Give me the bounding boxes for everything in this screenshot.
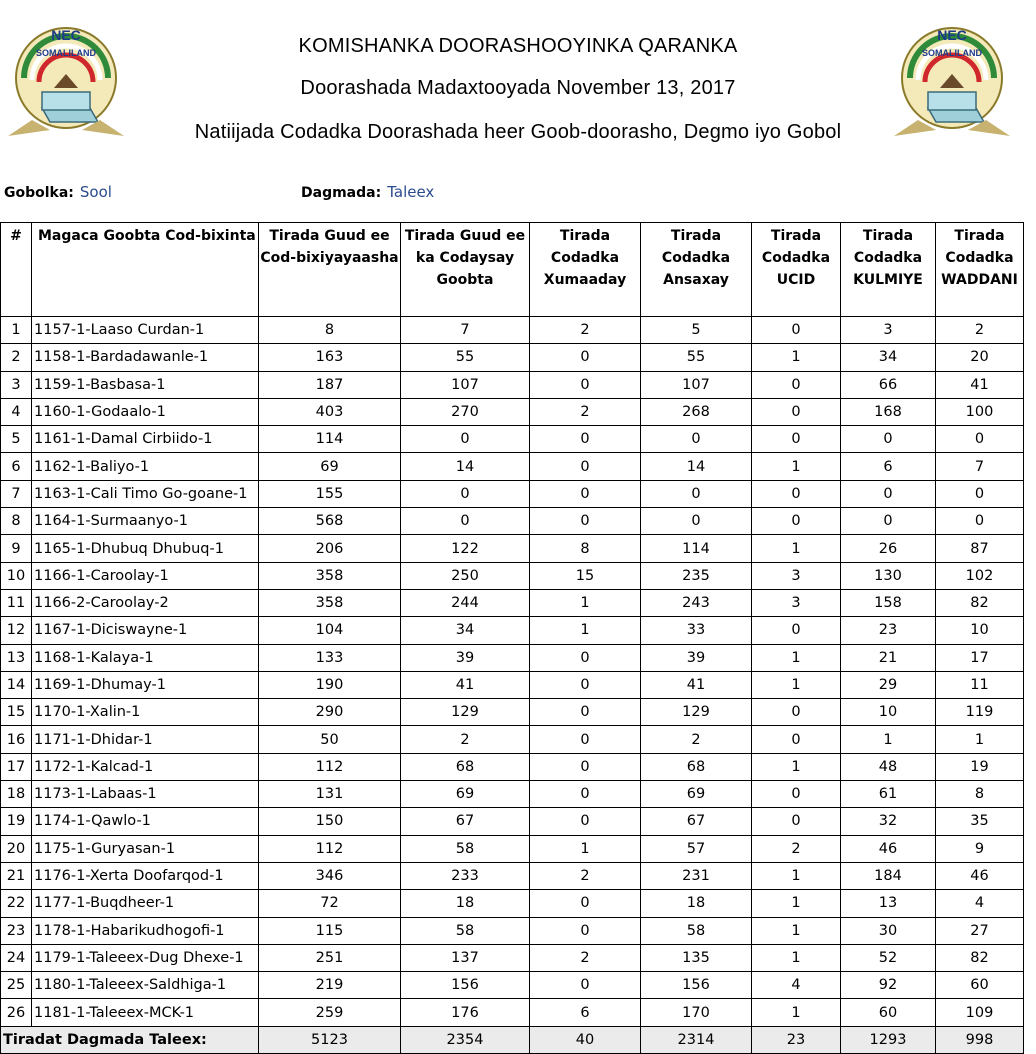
cell-voted: 122 bbox=[401, 535, 530, 562]
cell-waddani: 109 bbox=[936, 999, 1024, 1026]
cell-registered: 219 bbox=[259, 972, 401, 999]
table-row bbox=[1, 671, 1024, 698]
cell-voted: 7 bbox=[401, 317, 530, 344]
cell-registered: 568 bbox=[259, 508, 401, 535]
table-row bbox=[1, 999, 1024, 1026]
cell-index: 26 bbox=[1, 999, 32, 1026]
cell-registered: 8 bbox=[259, 317, 401, 344]
cell-kulmiye: 184 bbox=[841, 862, 936, 889]
cell-ucid: 1 bbox=[752, 999, 841, 1026]
cell-registered: 259 bbox=[259, 999, 401, 1026]
table-row bbox=[1, 808, 1024, 835]
cell-voted: 0 bbox=[401, 480, 530, 507]
cell-index: 11 bbox=[1, 589, 32, 616]
cell-kulmiye: 158 bbox=[841, 589, 936, 616]
cell-voted: 18 bbox=[401, 890, 530, 917]
cell-voted: 107 bbox=[401, 371, 530, 398]
table-row bbox=[1, 781, 1024, 808]
table-row bbox=[1, 589, 1024, 616]
cell-kulmiye: 0 bbox=[841, 480, 936, 507]
cell-kulmiye: 92 bbox=[841, 972, 936, 999]
cell-station-name: 1158-1-Bardadawanle-1 bbox=[32, 344, 259, 371]
cell-registered: 104 bbox=[259, 617, 401, 644]
cell-index: 13 bbox=[1, 644, 32, 671]
cell-station-name: 1180-1-Taleeex-Saldhiga-1 bbox=[32, 972, 259, 999]
table-row bbox=[1, 344, 1024, 371]
col-header-valid: Tirada Codadka Ansaxay bbox=[641, 223, 752, 317]
cell-index: 23 bbox=[1, 917, 32, 944]
cell-index: 10 bbox=[1, 562, 32, 589]
cell-invalid: 0 bbox=[530, 890, 641, 917]
cell-station-name: 1178-1-Habarikudhogofi-1 bbox=[32, 917, 259, 944]
cell-ucid: 1 bbox=[752, 753, 841, 780]
cell-kulmiye: 23 bbox=[841, 617, 936, 644]
cell-invalid: 6 bbox=[530, 999, 641, 1026]
cell-invalid: 0 bbox=[530, 508, 641, 535]
table-row bbox=[1, 944, 1024, 971]
cell-index: 8 bbox=[1, 508, 32, 535]
col-header-registered: Tirada Guud ee Cod-bixiyayaasha bbox=[259, 223, 401, 317]
cell-kulmiye: 168 bbox=[841, 398, 936, 425]
cell-ucid: 0 bbox=[752, 781, 841, 808]
cell-waddani: 19 bbox=[936, 753, 1024, 780]
cell-ucid: 3 bbox=[752, 589, 841, 616]
cell-registered: 290 bbox=[259, 699, 401, 726]
cell-registered: 163 bbox=[259, 344, 401, 371]
cell-station-name: 1168-1-Kalaya-1 bbox=[32, 644, 259, 671]
logo-right-nec-text: NEC bbox=[937, 27, 967, 43]
total-kulmiye: 1293 bbox=[841, 1026, 936, 1053]
col-header-kulmiye: Tirada Codadka KULMIYE bbox=[841, 223, 936, 317]
cell-kulmiye: 6 bbox=[841, 453, 936, 480]
cell-station-name: 1175-1-Guryasan-1 bbox=[32, 835, 259, 862]
cell-valid: 68 bbox=[641, 753, 752, 780]
cell-kulmiye: 1 bbox=[841, 726, 936, 753]
cell-invalid: 1 bbox=[530, 617, 641, 644]
region-value: Sool bbox=[79, 183, 112, 201]
cell-voted: 2 bbox=[401, 726, 530, 753]
cell-voted: 137 bbox=[401, 944, 530, 971]
table-header-row bbox=[1, 223, 1024, 317]
cell-voted: 67 bbox=[401, 808, 530, 835]
cell-station-name: 1157-1-Laaso Curdan-1 bbox=[32, 317, 259, 344]
cell-voted: 244 bbox=[401, 589, 530, 616]
cell-index: 14 bbox=[1, 671, 32, 698]
cell-kulmiye: 21 bbox=[841, 644, 936, 671]
cell-index: 15 bbox=[1, 699, 32, 726]
cell-index: 5 bbox=[1, 426, 32, 453]
cell-invalid: 1 bbox=[530, 835, 641, 862]
cell-invalid: 0 bbox=[530, 917, 641, 944]
total-registered: 5123 bbox=[259, 1026, 401, 1053]
cell-invalid: 2 bbox=[530, 944, 641, 971]
cell-waddani: 119 bbox=[936, 699, 1024, 726]
cell-voted: 41 bbox=[401, 671, 530, 698]
cell-voted: 69 bbox=[401, 781, 530, 808]
cell-index: 20 bbox=[1, 835, 32, 862]
table-row bbox=[1, 862, 1024, 889]
table-row bbox=[1, 644, 1024, 671]
cell-valid: 0 bbox=[641, 426, 752, 453]
col-header-waddani: Tirada Codadka WADDANI bbox=[936, 223, 1024, 317]
cell-registered: 115 bbox=[259, 917, 401, 944]
cell-waddani: 27 bbox=[936, 917, 1024, 944]
cell-valid: 69 bbox=[641, 781, 752, 808]
cell-waddani: 1 bbox=[936, 726, 1024, 753]
cell-registered: 69 bbox=[259, 453, 401, 480]
cell-voted: 0 bbox=[401, 508, 530, 535]
table-row bbox=[1, 835, 1024, 862]
cell-station-name: 1161-1-Damal Cirbiido-1 bbox=[32, 426, 259, 453]
cell-valid: 135 bbox=[641, 944, 752, 971]
cell-valid: 2 bbox=[641, 726, 752, 753]
cell-index: 2 bbox=[1, 344, 32, 371]
cell-invalid: 0 bbox=[530, 426, 641, 453]
cell-registered: 133 bbox=[259, 644, 401, 671]
cell-index: 12 bbox=[1, 617, 32, 644]
cell-index: 17 bbox=[1, 753, 32, 780]
cell-ucid: 1 bbox=[752, 944, 841, 971]
cell-invalid: 0 bbox=[530, 671, 641, 698]
cell-waddani: 11 bbox=[936, 671, 1024, 698]
total-voted: 2354 bbox=[401, 1026, 530, 1053]
total-row bbox=[1, 1026, 1024, 1053]
cell-invalid: 0 bbox=[530, 371, 641, 398]
cell-invalid: 0 bbox=[530, 808, 641, 835]
cell-ucid: 1 bbox=[752, 917, 841, 944]
cell-voted: 176 bbox=[401, 999, 530, 1026]
cell-valid: 129 bbox=[641, 699, 752, 726]
cell-ucid: 0 bbox=[752, 480, 841, 507]
cell-ucid: 1 bbox=[752, 671, 841, 698]
col-header-ucid: Tirada Codadka UCID bbox=[752, 223, 841, 317]
cell-invalid: 0 bbox=[530, 644, 641, 671]
cell-index: 4 bbox=[1, 398, 32, 425]
cell-voted: 39 bbox=[401, 644, 530, 671]
cell-invalid: 2 bbox=[530, 398, 641, 425]
cell-registered: 251 bbox=[259, 944, 401, 971]
cell-waddani: 60 bbox=[936, 972, 1024, 999]
table-row bbox=[1, 535, 1024, 562]
results-table bbox=[0, 222, 1024, 1054]
cell-station-name: 1176-1-Xerta Doofarqod-1 bbox=[32, 862, 259, 889]
cell-station-name: 1172-1-Kalcad-1 bbox=[32, 753, 259, 780]
cell-station-name: 1165-1-Dhubuq Dhubuq-1 bbox=[32, 535, 259, 562]
cell-station-name: 1163-1-Cali Timo Go-goane-1 bbox=[32, 480, 259, 507]
cell-voted: 58 bbox=[401, 917, 530, 944]
cell-waddani: 0 bbox=[936, 426, 1024, 453]
cell-kulmiye: 46 bbox=[841, 835, 936, 862]
cell-ucid: 0 bbox=[752, 726, 841, 753]
cell-valid: 41 bbox=[641, 671, 752, 698]
cell-registered: 131 bbox=[259, 781, 401, 808]
cell-waddani: 2 bbox=[936, 317, 1024, 344]
cell-registered: 190 bbox=[259, 671, 401, 698]
cell-registered: 358 bbox=[259, 589, 401, 616]
table-row bbox=[1, 508, 1024, 535]
total-valid: 2314 bbox=[641, 1026, 752, 1053]
cell-station-name: 1177-1-Buqdheer-1 bbox=[32, 890, 259, 917]
cell-kulmiye: 26 bbox=[841, 535, 936, 562]
cell-kulmiye: 34 bbox=[841, 344, 936, 371]
cell-waddani: 100 bbox=[936, 398, 1024, 425]
cell-valid: 156 bbox=[641, 972, 752, 999]
cell-index: 7 bbox=[1, 480, 32, 507]
cell-ucid: 3 bbox=[752, 562, 841, 589]
cell-station-name: 1164-1-Surmaanyo-1 bbox=[32, 508, 259, 535]
cell-ucid: 1 bbox=[752, 344, 841, 371]
cell-invalid: 0 bbox=[530, 753, 641, 780]
cell-voted: 55 bbox=[401, 344, 530, 371]
cell-station-name: 1170-1-Xalin-1 bbox=[32, 699, 259, 726]
cell-ucid: 4 bbox=[752, 972, 841, 999]
cell-waddani: 46 bbox=[936, 862, 1024, 889]
cell-waddani: 7 bbox=[936, 453, 1024, 480]
cell-ucid: 0 bbox=[752, 317, 841, 344]
cell-waddani: 10 bbox=[936, 617, 1024, 644]
cell-valid: 18 bbox=[641, 890, 752, 917]
cell-index: 21 bbox=[1, 862, 32, 889]
cell-kulmiye: 32 bbox=[841, 808, 936, 835]
region-label: Gobolka: bbox=[4, 185, 74, 201]
cell-valid: 268 bbox=[641, 398, 752, 425]
cell-waddani: 35 bbox=[936, 808, 1024, 835]
cell-index: 3 bbox=[1, 371, 32, 398]
cell-invalid: 0 bbox=[530, 972, 641, 999]
cell-registered: 155 bbox=[259, 480, 401, 507]
cell-registered: 114 bbox=[259, 426, 401, 453]
table-row bbox=[1, 699, 1024, 726]
cell-voted: 250 bbox=[401, 562, 530, 589]
cell-index: 18 bbox=[1, 781, 32, 808]
table-row bbox=[1, 753, 1024, 780]
cell-valid: 243 bbox=[641, 589, 752, 616]
table-row bbox=[1, 617, 1024, 644]
cell-station-name: 1166-1-Caroolay-1 bbox=[32, 562, 259, 589]
cell-waddani: 41 bbox=[936, 371, 1024, 398]
cell-ucid: 0 bbox=[752, 426, 841, 453]
header-results-subtitle: Natiijada Codadka Doorashada heer Goob-doorasho, Degmo iyo Gobol bbox=[194, 121, 842, 143]
table-row bbox=[1, 426, 1024, 453]
cell-waddani: 82 bbox=[936, 944, 1024, 971]
cell-voted: 0 bbox=[401, 426, 530, 453]
cell-waddani: 17 bbox=[936, 644, 1024, 671]
cell-registered: 358 bbox=[259, 562, 401, 589]
table-row bbox=[1, 917, 1024, 944]
cell-station-name: 1167-1-Diciswayne-1 bbox=[32, 617, 259, 644]
district-value: Taleex bbox=[387, 183, 435, 201]
cell-voted: 58 bbox=[401, 835, 530, 862]
logo-left-arc-text: SOMALILAND bbox=[36, 48, 96, 58]
cell-kulmiye: 0 bbox=[841, 508, 936, 535]
cell-index: 16 bbox=[1, 726, 32, 753]
cell-station-name: 1159-1-Basbasa-1 bbox=[32, 371, 259, 398]
cell-invalid: 8 bbox=[530, 535, 641, 562]
cell-voted: 129 bbox=[401, 699, 530, 726]
cell-registered: 112 bbox=[259, 753, 401, 780]
cell-voted: 233 bbox=[401, 862, 530, 889]
cell-valid: 14 bbox=[641, 453, 752, 480]
cell-ucid: 1 bbox=[752, 644, 841, 671]
cell-waddani: 20 bbox=[936, 344, 1024, 371]
cell-invalid: 0 bbox=[530, 699, 641, 726]
cell-kulmiye: 61 bbox=[841, 781, 936, 808]
cell-waddani: 8 bbox=[936, 781, 1024, 808]
cell-valid: 55 bbox=[641, 344, 752, 371]
table-row bbox=[1, 317, 1024, 344]
cell-invalid: 0 bbox=[530, 344, 641, 371]
logo-right-arc-text: SOMALILAND bbox=[922, 48, 982, 58]
cell-ucid: 1 bbox=[752, 453, 841, 480]
cell-waddani: 0 bbox=[936, 508, 1024, 535]
table-row bbox=[1, 726, 1024, 753]
total-ucid: 23 bbox=[752, 1026, 841, 1053]
cell-station-name: 1173-1-Labaas-1 bbox=[32, 781, 259, 808]
cell-kulmiye: 130 bbox=[841, 562, 936, 589]
cell-registered: 403 bbox=[259, 398, 401, 425]
cell-valid: 235 bbox=[641, 562, 752, 589]
cell-registered: 50 bbox=[259, 726, 401, 753]
cell-waddani: 82 bbox=[936, 589, 1024, 616]
cell-invalid: 2 bbox=[530, 317, 641, 344]
cell-ucid: 0 bbox=[752, 617, 841, 644]
cell-kulmiye: 29 bbox=[841, 671, 936, 698]
cell-kulmiye: 66 bbox=[841, 371, 936, 398]
cell-voted: 156 bbox=[401, 972, 530, 999]
cell-valid: 57 bbox=[641, 835, 752, 862]
cell-waddani: 4 bbox=[936, 890, 1024, 917]
header-election-title: Doorashada Madaxtooyada November 13, 2017 bbox=[300, 77, 736, 99]
cell-voted: 68 bbox=[401, 753, 530, 780]
cell-registered: 112 bbox=[259, 835, 401, 862]
cell-valid: 58 bbox=[641, 917, 752, 944]
cell-voted: 34 bbox=[401, 617, 530, 644]
cell-kulmiye: 48 bbox=[841, 753, 936, 780]
cell-ucid: 2 bbox=[752, 835, 841, 862]
cell-valid: 0 bbox=[641, 480, 752, 507]
cell-station-name: 1171-1-Dhidar-1 bbox=[32, 726, 259, 753]
cell-registered: 346 bbox=[259, 862, 401, 889]
table-row bbox=[1, 453, 1024, 480]
total-waddani: 998 bbox=[936, 1026, 1024, 1053]
cell-kulmiye: 60 bbox=[841, 999, 936, 1026]
cell-ucid: 0 bbox=[752, 508, 841, 535]
cell-valid: 0 bbox=[641, 508, 752, 535]
cell-index: 24 bbox=[1, 944, 32, 971]
col-header-invalid: Tirada Codadka Xumaaday bbox=[530, 223, 641, 317]
cell-registered: 206 bbox=[259, 535, 401, 562]
region-info bbox=[4, 182, 112, 202]
cell-index: 6 bbox=[1, 453, 32, 480]
cell-waddani: 9 bbox=[936, 835, 1024, 862]
cell-index: 9 bbox=[1, 535, 32, 562]
cell-ucid: 0 bbox=[752, 808, 841, 835]
cell-valid: 67 bbox=[641, 808, 752, 835]
total-label: Tiradat Dagmada Taleex: bbox=[1, 1026, 259, 1053]
table-row bbox=[1, 398, 1024, 425]
col-header-index: # bbox=[1, 223, 32, 317]
cell-ucid: 1 bbox=[752, 862, 841, 889]
cell-registered: 150 bbox=[259, 808, 401, 835]
cell-valid: 107 bbox=[641, 371, 752, 398]
table-row bbox=[1, 562, 1024, 589]
cell-kulmiye: 0 bbox=[841, 426, 936, 453]
cell-kulmiye: 30 bbox=[841, 917, 936, 944]
district-info bbox=[301, 182, 434, 202]
cell-registered: 72 bbox=[259, 890, 401, 917]
cell-voted: 270 bbox=[401, 398, 530, 425]
cell-waddani: 0 bbox=[936, 480, 1024, 507]
cell-kulmiye: 13 bbox=[841, 890, 936, 917]
cell-invalid: 15 bbox=[530, 562, 641, 589]
cell-index: 19 bbox=[1, 808, 32, 835]
cell-waddani: 87 bbox=[936, 535, 1024, 562]
cell-invalid: 0 bbox=[530, 726, 641, 753]
table-body bbox=[1, 317, 1024, 1027]
cell-valid: 114 bbox=[641, 535, 752, 562]
cell-valid: 39 bbox=[641, 644, 752, 671]
cell-ucid: 1 bbox=[752, 890, 841, 917]
cell-kulmiye: 10 bbox=[841, 699, 936, 726]
cell-invalid: 1 bbox=[530, 589, 641, 616]
cell-kulmiye: 3 bbox=[841, 317, 936, 344]
district-label: Dagmada: bbox=[301, 185, 382, 201]
table-row bbox=[1, 480, 1024, 507]
table-row bbox=[1, 890, 1024, 917]
table-row bbox=[1, 972, 1024, 999]
total-invalid: 40 bbox=[530, 1026, 641, 1053]
cell-index: 25 bbox=[1, 972, 32, 999]
cell-ucid: 0 bbox=[752, 699, 841, 726]
cell-station-name: 1174-1-Qawlo-1 bbox=[32, 808, 259, 835]
col-header-voted: Tirada Guud ee ka Codaysay Goobta bbox=[401, 223, 530, 317]
cell-invalid: 2 bbox=[530, 862, 641, 889]
cell-ucid: 1 bbox=[752, 535, 841, 562]
cell-ucid: 0 bbox=[752, 371, 841, 398]
cell-kulmiye: 52 bbox=[841, 944, 936, 971]
cell-station-name: 1179-1-Taleeex-Dug Dhexe-1 bbox=[32, 944, 259, 971]
cell-registered: 187 bbox=[259, 371, 401, 398]
cell-station-name: 1169-1-Dhumay-1 bbox=[32, 671, 259, 698]
cell-valid: 170 bbox=[641, 999, 752, 1026]
cell-invalid: 0 bbox=[530, 480, 641, 507]
cell-index: 1 bbox=[1, 317, 32, 344]
cell-valid: 33 bbox=[641, 617, 752, 644]
col-header-station-name: Magaca Goobta Cod-bixinta bbox=[32, 223, 259, 317]
cell-station-name: 1160-1-Godaalo-1 bbox=[32, 398, 259, 425]
cell-valid: 231 bbox=[641, 862, 752, 889]
cell-station-name: 1162-1-Baliyo-1 bbox=[32, 453, 259, 480]
header-commission-title: KOMISHANKA DOORASHOOYINKA QARANKA bbox=[298, 35, 738, 57]
cell-invalid: 0 bbox=[530, 781, 641, 808]
cell-voted: 14 bbox=[401, 453, 530, 480]
cell-ucid: 0 bbox=[752, 398, 841, 425]
cell-index: 22 bbox=[1, 890, 32, 917]
cell-valid: 5 bbox=[641, 317, 752, 344]
logo-left-nec-text: NEC bbox=[51, 27, 81, 43]
table-row bbox=[1, 371, 1024, 398]
cell-station-name: 1166-2-Caroolay-2 bbox=[32, 589, 259, 616]
cell-waddani: 102 bbox=[936, 562, 1024, 589]
cell-station-name: 1181-1-Taleeex-MCK-1 bbox=[32, 999, 259, 1026]
cell-invalid: 0 bbox=[530, 453, 641, 480]
